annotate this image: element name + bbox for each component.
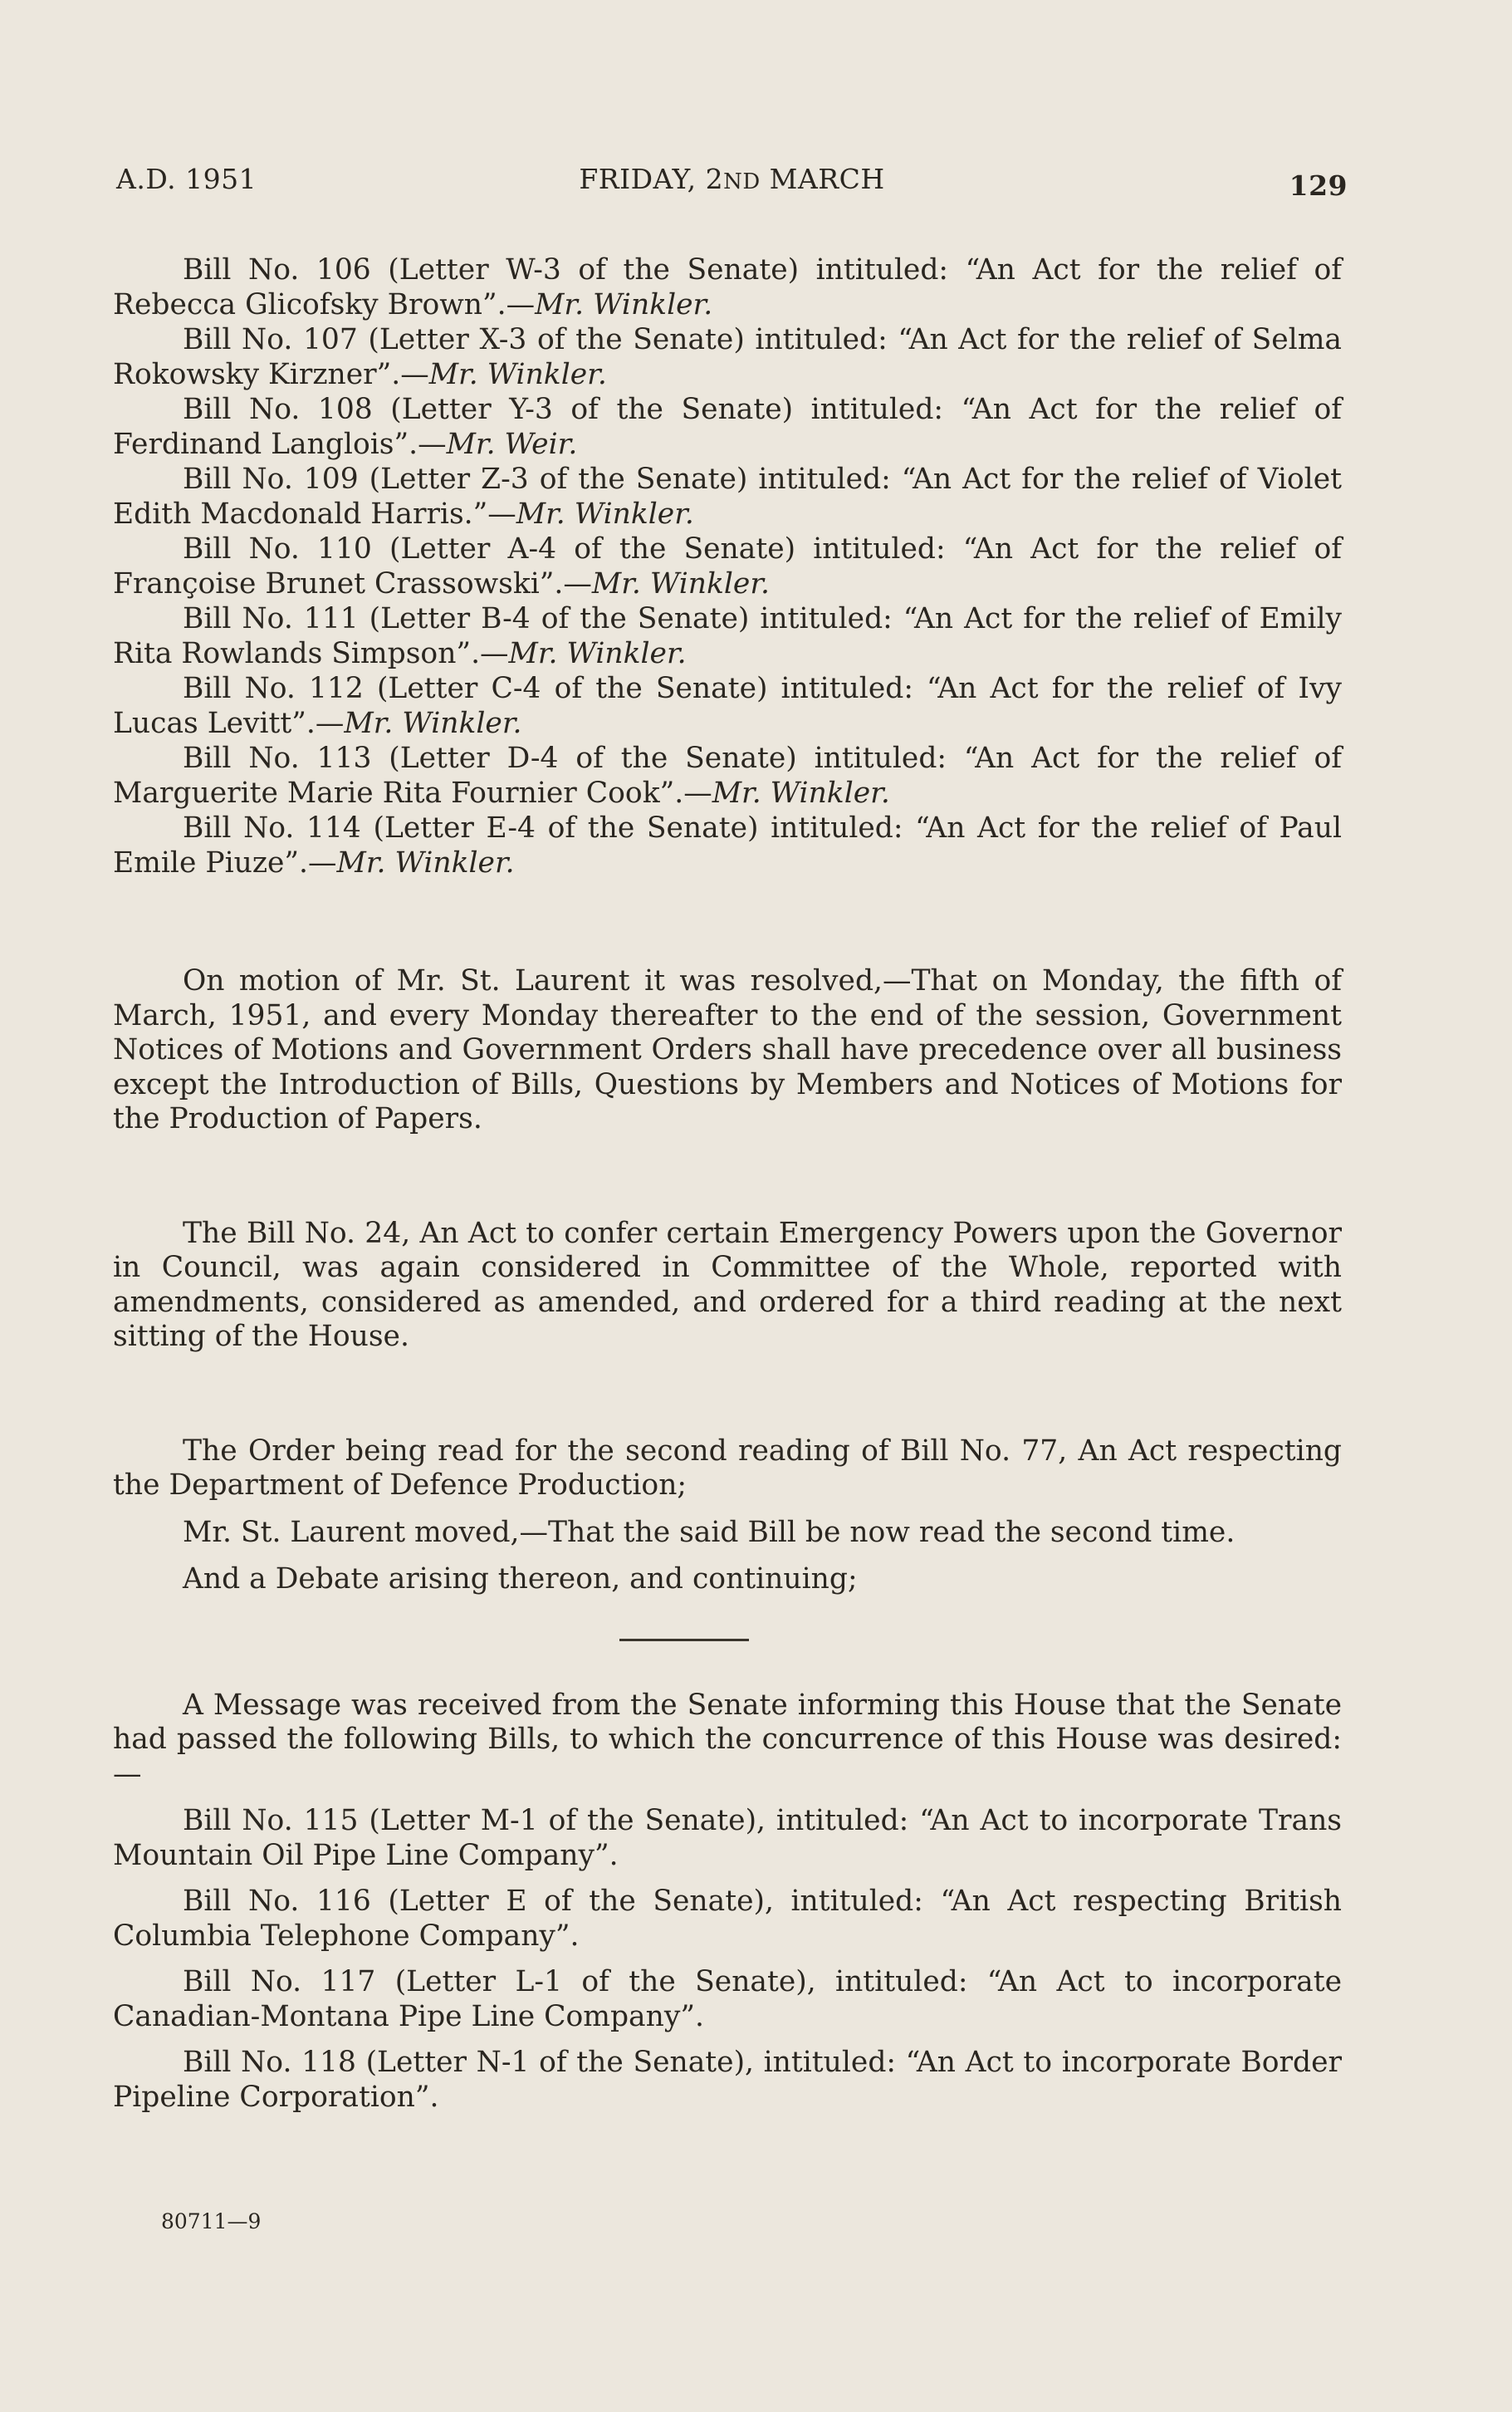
bill-entry bbox=[113, 532, 1342, 601]
debate-text: And a Debate arising thereon, and continuing; bbox=[183, 1562, 858, 1596]
bill-list-first bbox=[113, 253, 1342, 880]
senate-bill-entry bbox=[113, 2046, 1342, 2115]
message-text: A Message was received from the Senate informing this House that the Senate had passed the following Bills, to which the concurrence of this House was desired:— bbox=[113, 1688, 1342, 1791]
bill-entry bbox=[113, 253, 1342, 322]
bill-text: Bill No. 116 (Letter E of the Senate), intituled: “An Act respecting British Columbia Telephone Company”. bbox=[113, 1885, 1342, 1953]
bill-entry bbox=[113, 463, 1342, 532]
bill-text: Bill No. 106 (Letter W-3 of the Senate) intituled: “An Act for the relief of Rebecca Glicofsky Brown”.— bbox=[113, 253, 1342, 321]
bill-text: Bill No. 117 (Letter L-1 of the Senate), intituled: “An Act to incorporate Canadian-Montana Pipe Line Company”. bbox=[113, 1965, 1342, 2033]
bill-text: Bill No. 114 (Letter E-4 of the Senate) intituled: “An Act for the relief of Paul Emile Piuze”.— bbox=[113, 811, 1342, 880]
page-number: 129 bbox=[1289, 169, 1348, 202]
bill-mover: Mr. Winkler. bbox=[591, 566, 770, 601]
bill-list-second bbox=[113, 1804, 1342, 2115]
order-text: The Order being read for the second reading of Bill No. 77, An Act respecting the Department of Defence Production; bbox=[113, 1434, 1342, 1502]
senate-bill-entry bbox=[113, 1965, 1342, 2034]
debate-paragraph bbox=[113, 1562, 1342, 1597]
bill-text: Bill No. 110 (Letter A-4 of the Senate) intituled: “An Act for the relief of Françoise Brunet Crassowski”.— bbox=[113, 532, 1342, 601]
bill-text: Bill No. 113 (Letter D-4 of the Senate) intituled: “An Act for the relief of Marguerite Marie Rita Fournier Cook”.— bbox=[113, 742, 1342, 810]
page-body bbox=[113, 253, 1342, 2115]
message-paragraph bbox=[113, 1689, 1342, 1792]
bill-text: Bill No. 115 (Letter M-1 of the Senate), intituled: “An Act to incorporate Trans Mountain Oil Pipe Line Company”. bbox=[113, 1804, 1342, 1872]
bill-mover: Mr. Winkler. bbox=[712, 776, 890, 810]
bill-entry bbox=[113, 742, 1342, 811]
bill-entry bbox=[113, 672, 1342, 741]
motion-paragraph bbox=[113, 964, 1342, 1137]
bill-text: Bill No. 118 (Letter N-1 of the Senate), intituled: “An Act to incorporate Border Pipeline Corporation”. bbox=[113, 2046, 1342, 2114]
bill-mover: Mr. Winkler. bbox=[508, 636, 687, 670]
bill-text: Bill No. 109 (Letter Z-3 of the Senate) intituled: “An Act for the relief of Violet Edith Macdonald Harris.”— bbox=[113, 463, 1342, 531]
senate-bill-entry bbox=[113, 1885, 1342, 1954]
header-date-ordinal: ND bbox=[723, 169, 761, 194]
bill-entry bbox=[113, 602, 1342, 671]
motion-text: On motion of Mr. St. Laurent it was resolved,—That on Monday, the fifth of March, 1951, and every Monday thereafter to the end of the session, Government Notices of Motions and Government Orders shall have precedence over all business except the Introduction of Bills, Questions by Members and Notices of Motions for the Production of Papers. bbox=[113, 964, 1342, 1135]
section-divider bbox=[113, 1597, 1342, 1689]
header-date-month: MARCH bbox=[760, 163, 885, 195]
divider-rule bbox=[619, 1639, 749, 1641]
bill-text: Bill No. 111 (Letter B-4 of the Senate) intituled: “An Act for the relief of Emily Rita Rowlands Simpson”.— bbox=[113, 602, 1342, 670]
bill24-paragraph bbox=[113, 1217, 1342, 1355]
header-date-main: FRIDAY, 2 bbox=[579, 163, 724, 195]
printer-code: 80711—9 bbox=[161, 2209, 262, 2233]
header-date bbox=[579, 163, 884, 195]
bill-mover: Mr. Weir. bbox=[446, 427, 578, 461]
bill-text: Bill No. 112 (Letter C-4 of the Senate) intituled: “An Act for the relief of Ivy Lucas Levitt”.— bbox=[113, 672, 1342, 740]
bill-mover: Mr. Winkler. bbox=[344, 706, 522, 740]
header-year: A.D. 1951 bbox=[116, 163, 257, 195]
bill-mover: Mr. Winkler. bbox=[516, 497, 694, 531]
order-paragraph bbox=[113, 1434, 1342, 1503]
senate-bill-entry bbox=[113, 1804, 1342, 1873]
bill-text: Bill No. 108 (Letter Y-3 of the Senate) intituled: “An Act for the relief of Ferdinand Langlois”.— bbox=[113, 393, 1342, 461]
bill-mover: Mr. Winkler. bbox=[535, 287, 713, 321]
moved-text: Mr. St. Laurent moved,—That the said Bill be now read the second time. bbox=[183, 1515, 1236, 1549]
bill-entry bbox=[113, 323, 1342, 392]
bill24-text: The Bill No. 24, An Act to confer certain Emergency Powers upon the Governor in Council, was again considered in Committee of the Whole, reported with amendments, considered as amended, and ordered for a third reading at the next sitting of the House. bbox=[113, 1216, 1342, 1353]
bill-mover: Mr. Winkler. bbox=[428, 357, 607, 391]
moved-paragraph bbox=[113, 1516, 1342, 1551]
bill-mover: Mr. Winkler. bbox=[336, 846, 515, 880]
page-header bbox=[116, 163, 1348, 204]
bill-text: Bill No. 107 (Letter X-3 of the Senate) intituled: “An Act for the relief of Selma Rokowsky Kirzner”.— bbox=[113, 323, 1342, 391]
bill-entry bbox=[113, 393, 1342, 462]
bill-entry bbox=[113, 811, 1342, 880]
